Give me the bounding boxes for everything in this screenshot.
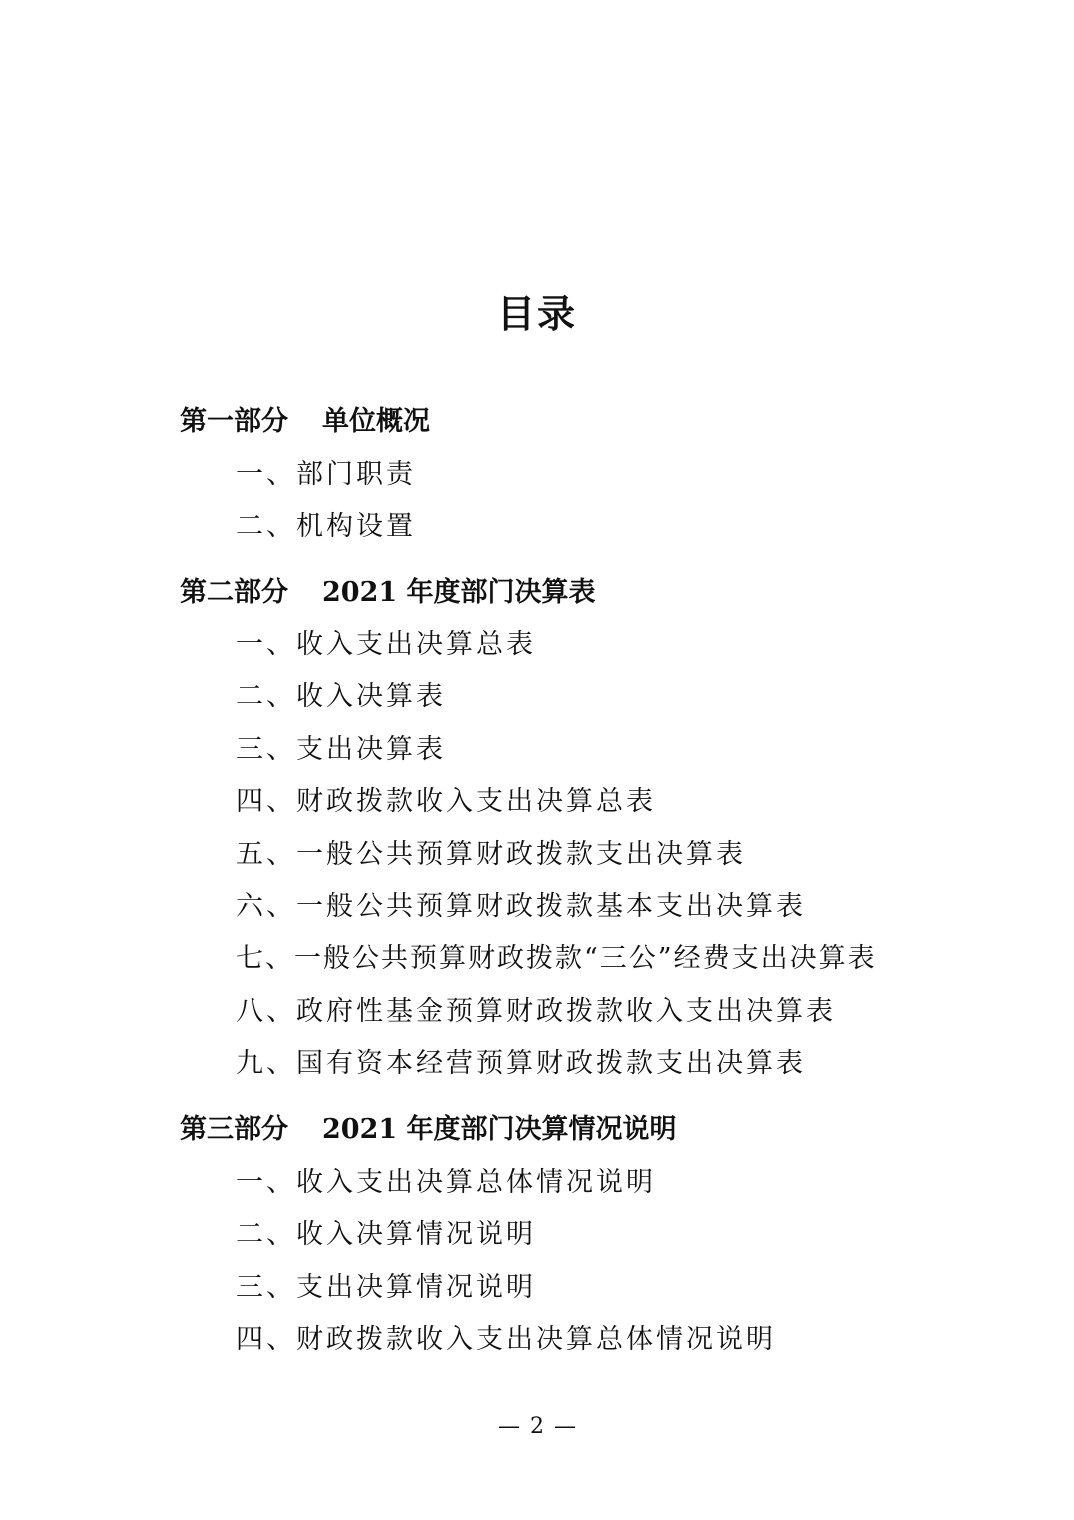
page-number-dash-right: — [554,1414,576,1439]
toc-item: 一、收入支出决算总表 [236,629,536,660]
toc-item: 三、支出决算表 [236,734,446,765]
page-number [0,1412,1074,1442]
toc-item: 二、收入决算表 [236,681,446,712]
toc-item: 八、政府性基金预算财政拨款收入支出决算表 [236,996,836,1027]
part-number: 第二部分 [180,577,288,608]
part-title: 2021 年度部门决算情况说明 [322,1114,677,1145]
part-heading-3 [180,1113,677,1147]
part-number: 第一部分 [180,406,288,437]
toc-item: 七、一般公共预算财政拨款“三公”经费支出决算表 [236,943,877,974]
toc-item: 六、一般公共预算财政拨款基本支出决算表 [236,891,806,922]
toc-item: 五、一般公共预算财政拨款支出决算表 [236,839,746,870]
toc-item: 二、机构设置 [236,511,416,542]
part-title: 2021 年度部门决算表 [322,577,596,608]
toc-item: 三、支出决算情况说明 [236,1272,536,1303]
toc-item: 四、财政拨款收入支出决算总表 [236,786,656,817]
page-number-value: 2 [530,1414,544,1439]
page-number-dash-left: — [498,1414,520,1439]
toc-item: 一、收入支出决算总体情况说明 [236,1167,656,1198]
toc-item: 四、财政拨款收入支出决算总体情况说明 [236,1324,776,1355]
part-title: 单位概况 [322,406,430,437]
part-heading-1 [180,405,430,439]
page-title: 目录 [496,292,577,336]
toc-item: 二、收入决算情况说明 [236,1219,536,1250]
part-heading-2 [180,576,596,610]
toc-item: 九、国有资本经营预算财政拨款支出决算表 [236,1048,806,1079]
part-number: 第三部分 [180,1114,288,1145]
toc-item: 一、部门职责 [236,459,416,490]
